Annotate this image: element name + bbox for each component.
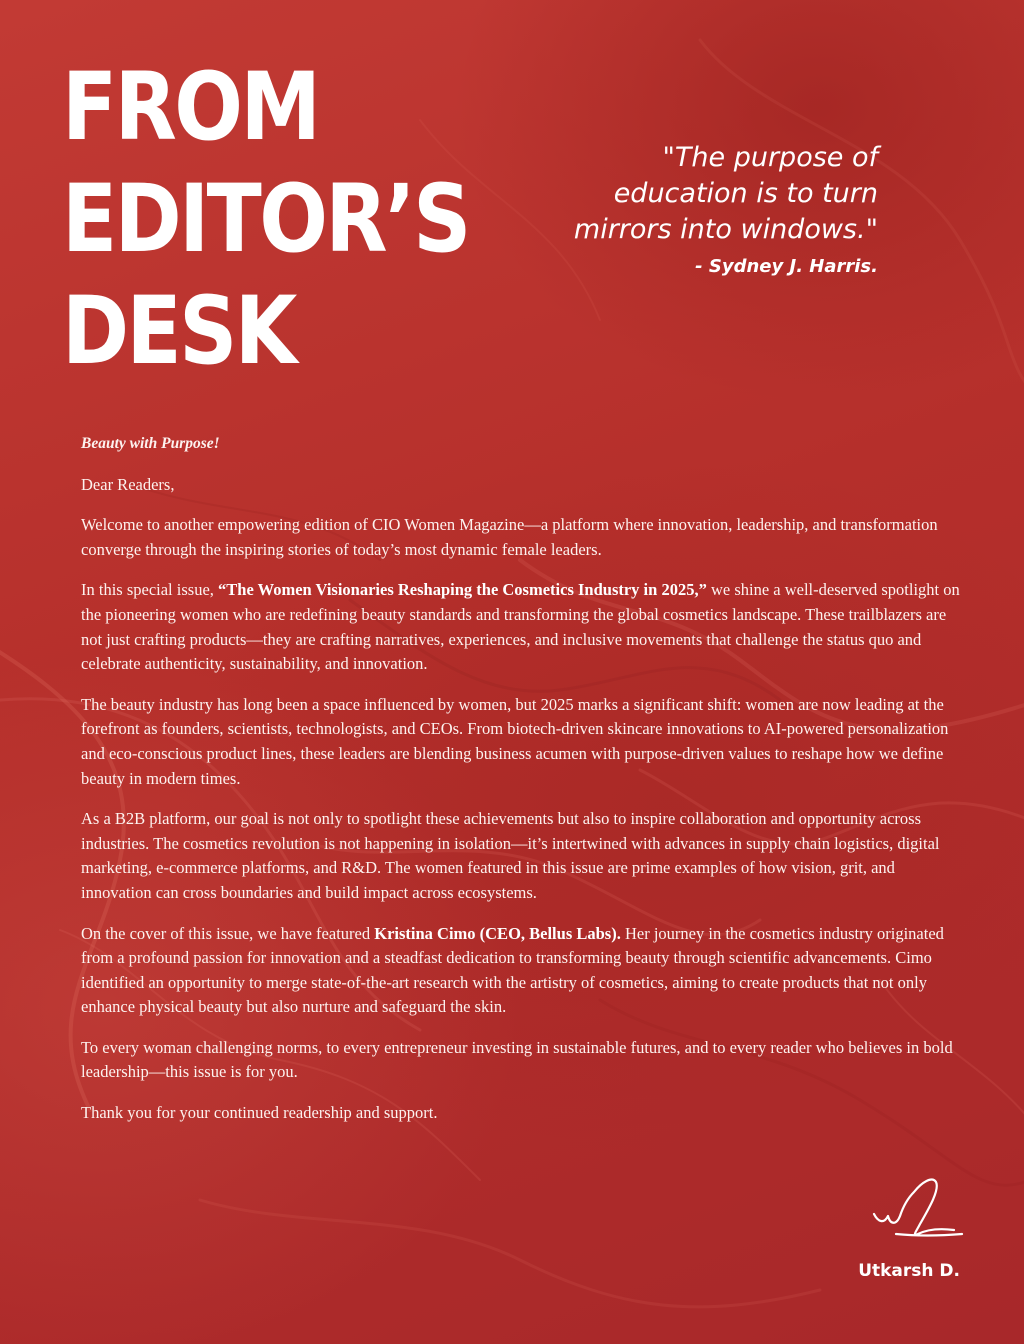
paragraph-2-intro: In this special issue,	[81, 580, 219, 600]
editorial-body	[81, 432, 961, 1142]
issue-theme-title: “The Women Visionaries Reshaping the Cosmetics Industry in 2025,”	[218, 580, 707, 600]
title-line-3: DESK	[62, 277, 295, 386]
pull-quote	[560, 140, 878, 280]
cover-feature-name: Kristina Cimo (CEO, Bellus Labs).	[374, 923, 621, 943]
paragraph-5-intro: On the cover of this issue, we have featured	[81, 923, 375, 943]
title-line-2: EDITOR’S	[62, 165, 469, 274]
paragraph-5-rest: Her journey in the cosmetics industry originated from a profound passion for innovation and a steadfast dedication to transforming beauty through scientific advancements. Cimo identified an opportunity to merge state-of-the-art research with the artistry of cosmetics, aiming to create products that not only enhance physical beauty but also nurture and safeguard the skin.	[81, 923, 944, 1017]
paragraph-6: To every woman challenging norms, to every entrepreneur investing in sustainable futures, and to every reader who believes in bold leadership—this issue is for you.	[81, 1037, 953, 1082]
title-line-1: FROM	[62, 53, 319, 162]
paragraph-2	[81, 578, 961, 676]
paragraph-4: As a B2B platform, our goal is not only to spotlight these achievements but also to inspire collaboration and opportunity across industries. The cosmetics revolution is not happening in isolation—it’s intertwined with advances in supply chain logistics, digital marketing, e-commerce platforms, and R&D. The women featured in this issue are prime examples of how vision, grit, and innovation can cross boundaries and build impact across ecosystems.	[81, 809, 940, 902]
page-title	[62, 52, 469, 388]
editorial-kicker: Beauty with Purpose!	[81, 435, 220, 452]
salutation: Dear Readers,	[81, 474, 175, 494]
paragraph-2-rest: we shine a well-deserved spotlight on the pioneering women who are redefining beauty standards and transforming the global cosmetics landscape. These trailblazers are not just crafting products—they are crafting narratives, experiences, and inclusive movements that challenge the status quo and celebrate authenticity, sustainability, and innovation.	[81, 580, 960, 674]
signer-name: Utkarsh D.	[858, 1261, 960, 1281]
paragraph-3: The beauty industry has long been a space influenced by women, but 2025 marks a significant shift: women are now leading at the forefront as founders, scientists, technologists, and CEOs. From biotech-driven skincare innovations to AI-powered personalization and eco-conscious product lines, these leaders are blending business acumen with purpose-driven values to reshape how we define beauty in modern times.	[81, 694, 949, 788]
quote-text: "The purpose of education is to turn mirrors into windows."	[573, 142, 878, 245]
paragraph-1: Welcome to another empowering edition of CIO Women Magazine—a platform where innovation, leadership, and transformation converge through the inspiring stories of today’s most dynamic female leaders.	[81, 515, 938, 559]
quote-author: - Sydney J. Harris.	[695, 256, 878, 277]
handwritten-signature	[866, 1170, 966, 1250]
paragraph-5	[81, 922, 961, 1020]
paragraph-7: Thank you for your continued readership and support.	[81, 1103, 438, 1123]
